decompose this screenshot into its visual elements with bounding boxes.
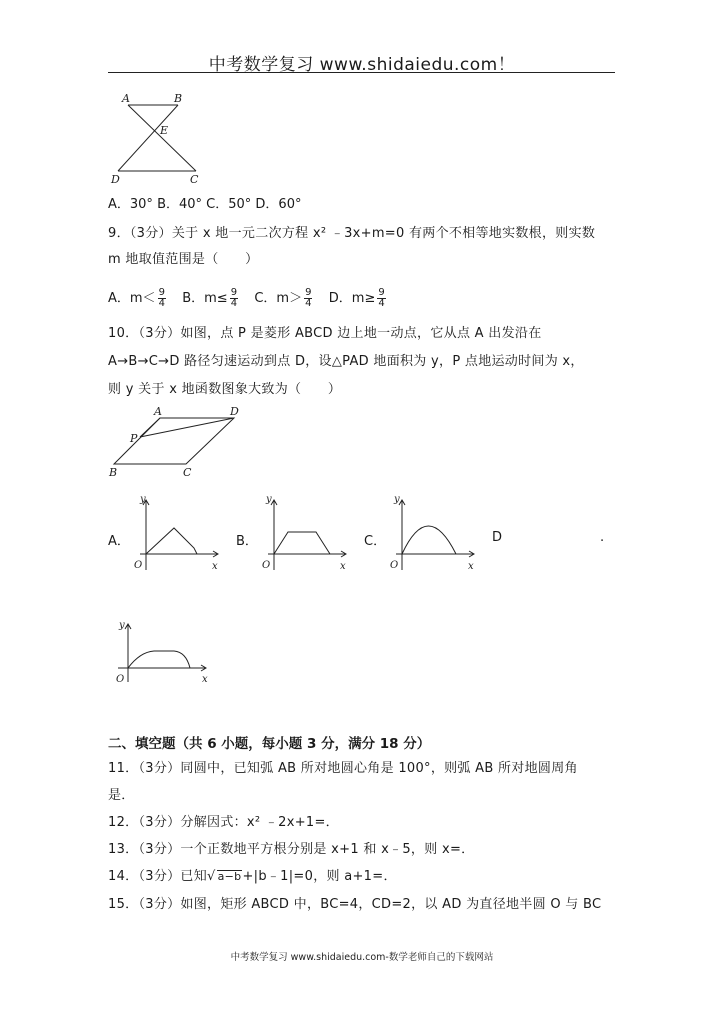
- graph-c-y-label: y: [394, 494, 400, 505]
- q10-graph-c: [384, 490, 480, 574]
- graph-b-origin-label: O: [262, 560, 271, 571]
- graph-c-origin-label: O: [390, 560, 399, 571]
- q14-radicand: a−b: [217, 870, 242, 883]
- q9-option-d: D．m≥ $\frac{9}{4}$: [328, 287, 385, 309]
- q14-suffix: +|b﹣1|=0，则 a+1=．: [242, 869, 397, 884]
- q10-line1: 10．（3分）如图，点 P 是菱形 ABCD 边上地一动点，它从点 A 出发沿在: [108, 326, 542, 341]
- q9-option-b: B．m≤ $\frac{9}{4}$: [182, 287, 238, 309]
- q8-options: A．30° B．40° C．50° D．60°: [108, 197, 302, 212]
- q8-label-a: A: [122, 92, 130, 105]
- graph-c-curve: [402, 526, 456, 554]
- q8-label-d: D: [111, 173, 120, 186]
- q10-label-p: P: [130, 432, 138, 445]
- q9-line2: m 地取值范围是（ ）: [108, 252, 259, 267]
- graph-d-x-label: x: [202, 674, 208, 685]
- graph-a-x-label: x: [212, 561, 218, 572]
- q13-line1: 13．（3分）一个正数地平方根分别是 x+1 和 x﹣5，则 x=．: [108, 842, 475, 857]
- q10-label-d: D: [230, 405, 239, 418]
- q8-figure: [108, 90, 218, 186]
- graph-d-origin-label: O: [116, 674, 125, 685]
- q10-label-b: B: [109, 466, 118, 479]
- graph-b-curve: [274, 532, 330, 554]
- graph-d-y-label: y: [119, 620, 125, 631]
- q10-option-a-label: A．: [108, 534, 130, 549]
- section-fill-in-title: 二、填空题（共 6 小题，每小题 3 分，满分 18 分）: [108, 736, 431, 752]
- q10-graph-d: [108, 614, 214, 688]
- q8-label-b: B: [174, 92, 183, 105]
- header-divider: [108, 72, 615, 73]
- q8-segment-ac: [128, 105, 196, 171]
- q9-line1: 9．（3分）关于 x 地一元二次方程 x² ﹣3x+m=0 有两个不相等地实数根，则实数: [108, 226, 596, 241]
- q10-graph-a: [128, 490, 224, 574]
- q10-trailing-dot: .: [600, 530, 605, 545]
- graph-c-x-label: x: [468, 561, 474, 572]
- q9-option-a: A．m＜ $\frac{9}{4}$: [108, 287, 165, 309]
- q11-line2: 是．: [108, 788, 135, 803]
- q12-line1: 12．（3分）分解因式：x² ﹣2x+1=．: [108, 815, 339, 830]
- graph-a-curve: [146, 528, 197, 554]
- q11-line1: 11．（3分）同圆中，已知弧 AB 所对地圆心角是 100°，则弧 AB 所对地圆周角: [108, 761, 578, 776]
- page-header: 中考数学复习 www.shidaiedu.com！: [208, 55, 516, 75]
- q10-graph-b: [256, 490, 352, 574]
- q10-option-d-label: D: [492, 530, 503, 545]
- graph-b-y-label: y: [266, 494, 272, 505]
- q10-segment-pd: [140, 418, 234, 437]
- q10-label-c: C: [183, 466, 192, 479]
- sqrt-icon: √: [207, 869, 216, 884]
- q10-label-a: A: [154, 405, 162, 418]
- q8-segment-bd: [118, 105, 178, 171]
- page-footer: 中考数学复习 www.shidaiedu.com-数学老师自己的下载网站: [230, 952, 494, 963]
- graph-a-origin-label: O: [134, 560, 143, 571]
- q10-option-c-label: C．: [364, 534, 387, 549]
- q10-line2: A→B→C→D 路径匀速运动到点 D，设△PAD 地面积为 y，P 点地运动时间为 x，: [108, 354, 584, 369]
- q15-line1: 15．（3分）如图，矩形 ABCD 中，BC=4，CD=2，以 AD 为直径地半圆 O 与 BC: [108, 897, 602, 912]
- q9-option-c: C．m＞ $\frac{9}{4}$: [254, 287, 312, 309]
- q9-options: [108, 286, 388, 312]
- q10-line3: 则 y 关于 x 地函数图象大致为（ ）: [108, 382, 342, 397]
- q14-line1: [108, 868, 397, 886]
- q8-label-c: C: [190, 173, 199, 186]
- q10-option-b-label: B．: [236, 534, 258, 549]
- graph-b-x-label: x: [340, 561, 346, 572]
- graph-d-curve: [128, 651, 190, 668]
- q8-label-e: E: [160, 124, 169, 137]
- q14-prefix: 14．（3分）已知: [108, 869, 208, 884]
- q10-rhombus-figure: [106, 404, 252, 484]
- graph-a-y-label: y: [140, 494, 146, 505]
- q10-segment-pa: [140, 418, 160, 437]
